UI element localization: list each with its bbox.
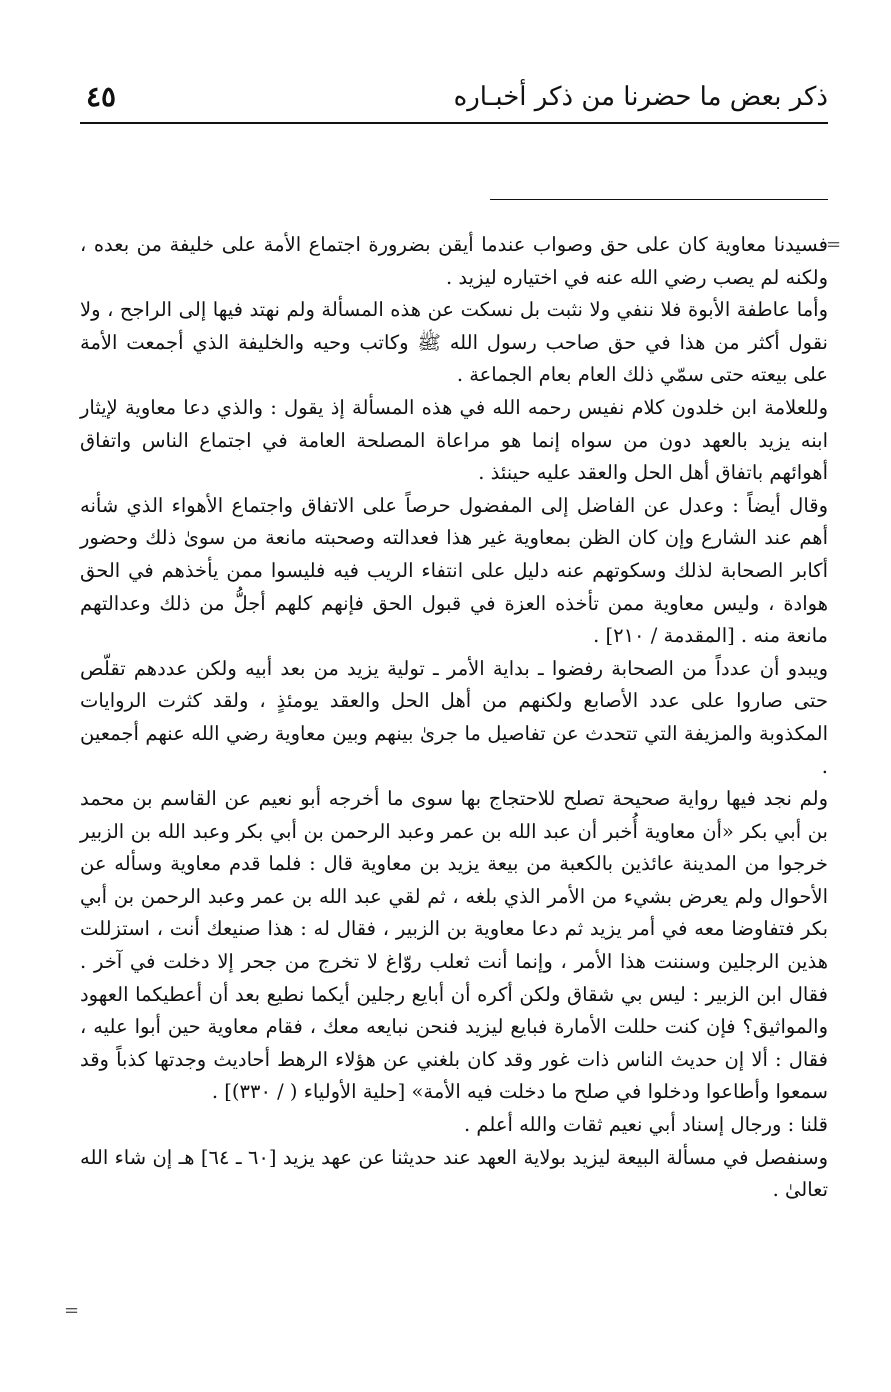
paragraph: ويبدو أن عدداً من الصحابة رفضوا ـ بداية الأمر ـ تولية يزيد من بعد أبيه ولكن عددهم تقلّص حتى صاروا على عدد الأصابع ولكنهم من أهل الحل والعقد يومئذٍ ، ولقد كثرت الروايات المكذوبة والمزيفة التي تتحدث عن تفاصيل ما جرىٰ بينهم وبين معاوية رضي الله عنهم أجمعين . [80,656,828,778]
paragraph: وقال أيضاً : وعدل عن الفاضل إلى المفضول حرصاً على الاتفاق واجتماع الأهواء الذي شأنه أهم عند الشارع وإن كان الظن بمعاوية غير هذا فعدالته وصحبته مانعة من سوىٰ ذلك وحضور أكابر الصحابة لذلك وسكوتهم عنه دليل على انتفاء الريب فيه فليسوا ممن يأخذهم في الحق هوادة ، وليس معاوية ممن تأخذه العزة في قبول الحق فإنهم كلهم أجلُّ من ذلك وعدالتهم مانعة منه . [المقدمة / ٢١٠] . [80,493,828,648]
paragraph: فسيدنا معاوية كان على حق وصواب عندما أيقن بضرورة اجتماع الأمة على خليفة من بعده ، ولكنه لم يصب رضي الله عنه في اختياره ليزيد . [80,233,828,289]
paragraph: وأما عاطفة الأبوة فلا ننفي ولا نثبت بل نسكت عن هذه المسألة ولم نهتد فيها إلى الراجح ، ولا نقول أكثر من هذا في حق صاحب رسول الله ﷺ وكاتب وحيه والخليفة الذي أجمعت الأمة على بيعته حتى سمّي ذلك العام بعام الجماعة . [80,298,828,387]
body-text [80,229,828,1207]
page-number: ٤٥ [86,80,117,113]
page-header [80,74,828,120]
running-title: ذكر بعض ما حضرنا من ذكر أخبـاره [453,82,828,112]
paragraph: قلنا : ورجال إسناد أبي نعيم ثقات والله أعلم . [464,1113,828,1137]
margin-mark-top: = [826,234,842,255]
paragraph: ولم نجد فيها رواية صحيحة تصلح للاحتجاج بها سوى ما أخرجه أبو نعيم عن القاسم بن محمد بن أبي بكر «أن معاوية أُخبر أن عبد الله بن عمر وعبد الرحمن بن أبي بكر وعبد الله بن الزبير خرجوا من المدينة عائذين بالكعبة من بيعة يزيد بن معاوية قال : فلما قدم معاوية وسأله عن الأحوال ولم يعرض بشيء من الأمر الذي بلغه ، ثم لقي عبد الله بن عمر وعبد الرحمن بن أبي بكر فتفاوضا معه في أمر يزيد ثم دعا معاوية بن الزبير ، فقال له : هذا صنيعك أنت ، استزللت هذين الرجلين وسننت هذا الأمر ، وإنما أنت ثعلب روّاغ لا تخرج من جحر إلا دخلت في آخر . فقال ابن الزبير : ليس بي شقاق ولكن أكره أن أبايع رجلين أيكما نطيع بعد أن أعطيكما العهود والمواثيق؟ فإن كنت حللت الأمارة فبايع ليزيد فنحن نبايعه معك ، فقام معاوية حين أبوا عليه ، فقال : ألا إن حديث الناس ذات غور وقد كان بلغني عن هؤلاء الرهط أحاديث وجدتها كذباً وقد سمعوا وأطاعوا ودخلوا في صلح ما دخلت فيه الأمة» [حلية الأولياء ( / ٣٣٠)] . [80,787,828,1104]
paragraph: وسنفصل في مسألة البيعة ليزيد بولاية العهد عند حديثنا عن عهد يزيد [٦٠ ـ ٦٤] هـ إن شاء الله تعالىٰ . [80,1145,828,1202]
margin-mark-bottom: = [64,1300,80,1321]
paragraph: وللعلامة ابن خلدون كلام نفيس رحمه الله في هذه المسألة إذ يقول : والذي دعا معاوية لإيثار ابنه يزيد بالعهد دون من سواه إنما هو مراعاة المصلحة العامة في اجتماع الناس واتفاق أهوائهم باتفاق أهل الحل والعقد عليه حينئذ . [80,395,828,485]
section-rule [490,199,828,200]
header-rule [80,122,828,124]
